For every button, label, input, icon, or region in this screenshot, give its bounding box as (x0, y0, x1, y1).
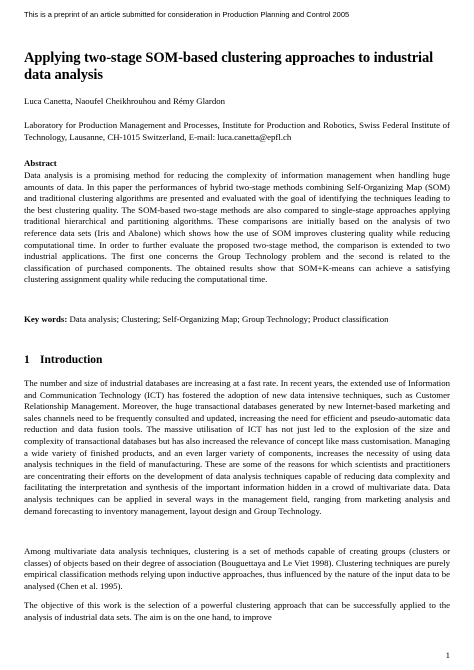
preprint-note: This is a preprint of an article submitted for consideration in Production Planning and Control 2005 (24, 10, 350, 19)
section-title: Introduction (40, 354, 103, 366)
intro-paragraph-3: The objective of this work is the selection of a powerful clustering approach that can be successfully applied to the analysis of industrial data sets. The aim is on the one hand, to improve (24, 600, 450, 622)
keywords (24, 314, 450, 326)
keywords-label: Key words: (24, 314, 68, 324)
page-number: 1 (445, 650, 450, 660)
paper-title: Applying two-stage SOM-based clustering approaches to industrial data analysis (24, 50, 434, 83)
section-number: 1 (24, 354, 30, 366)
abstract-heading: Abstract (24, 158, 57, 168)
section-heading (24, 353, 450, 367)
abstract-text: Data analysis is a promising method for reducing the complexity of information management when handling huge amounts of data. In this paper the performances of hybrid two-stage methods combining Self-Organizing Map (SOM) and traditional clustering algorithms are presented and evaluated with the goal of identifying the techniques leading to the best clustering quality. The SOM-based two-stage methods are also compared to single-stage approaches applying traditional hierarchical and partitioning algorithms. These comparisons are initially based on the analysis of two reference data sets (Iris and Abalone) which shows how the use of SOM improves clustering quality while reducing computational time. In order to further evaluate the proposed two-stage method, the comparison is extended to two industrial applications. The first one concerns the Group Technology problem and the second is related to the classification of purchased components. The obtained results show that SOM+K-means can achieve a satisfying clustering assignment quality while reducing the computational time. (24, 170, 450, 285)
affiliation: Laboratory for Production Management and Processes, Institute for Production and Robotics, Swiss Federal Institute of Technology, Lausanne, CH-1015 Switzerland, E-mail: luca.canetta@epfl.ch (24, 120, 450, 142)
author-list: Luca Canetta, Naoufel Cheikhrouhou and Rémy Glardon (24, 96, 226, 106)
keywords-text: Data analysis; Clustering; Self-Organizing Map; Group Technology; Product classification (69, 314, 389, 324)
intro-paragraph-2: Among multivariate data analysis techniques, clustering is a set of methods capable of creating groups (clusters or classes) of objects based on their degree of association (Bouguettaya and Le Viet 1998). Clustering techniques are purely empirical classification methods relying upon inductive approaches, thus influenced by the nature of the input data to be analysed (Chen et al. 1995). (24, 546, 450, 591)
intro-paragraph-1: The number and size of industrial databases are increasing at a fast rate. In recent years, the extended use of Information and Communication Technology (ICT) has fostered the adoption of new data intensive techniques, such as Customer Relationship Management. Moreover, the huge transactional databases generated by new Internet-based marketing and sales channels need to be frequently consulted and updated, increasing the need for efficient and pseudo-automatic data reduction and data fusion tools. The massive utilisation of ICT has not just led to the explosion of the size and complexity of transactional databases but has also increased the relevance of concept like mass customisation. Managing a wide variety of finished products, and an even larger variety of components, increases the necessity of using data analysis techniques in the field of manufacturing. These are some of the reasons for which scientists and practitioners are concentrating their efforts on the development of data analysis techniques capable of reducing data complexity and facilitating the interpretation and synthesis of the important information hidden in a crowd of multivariate data. Data analysis techniques can be applied in several ways in the management field, ranging from marketing analysis and demand forecasting to inventory management, layout design and Group Technology. (24, 378, 450, 516)
